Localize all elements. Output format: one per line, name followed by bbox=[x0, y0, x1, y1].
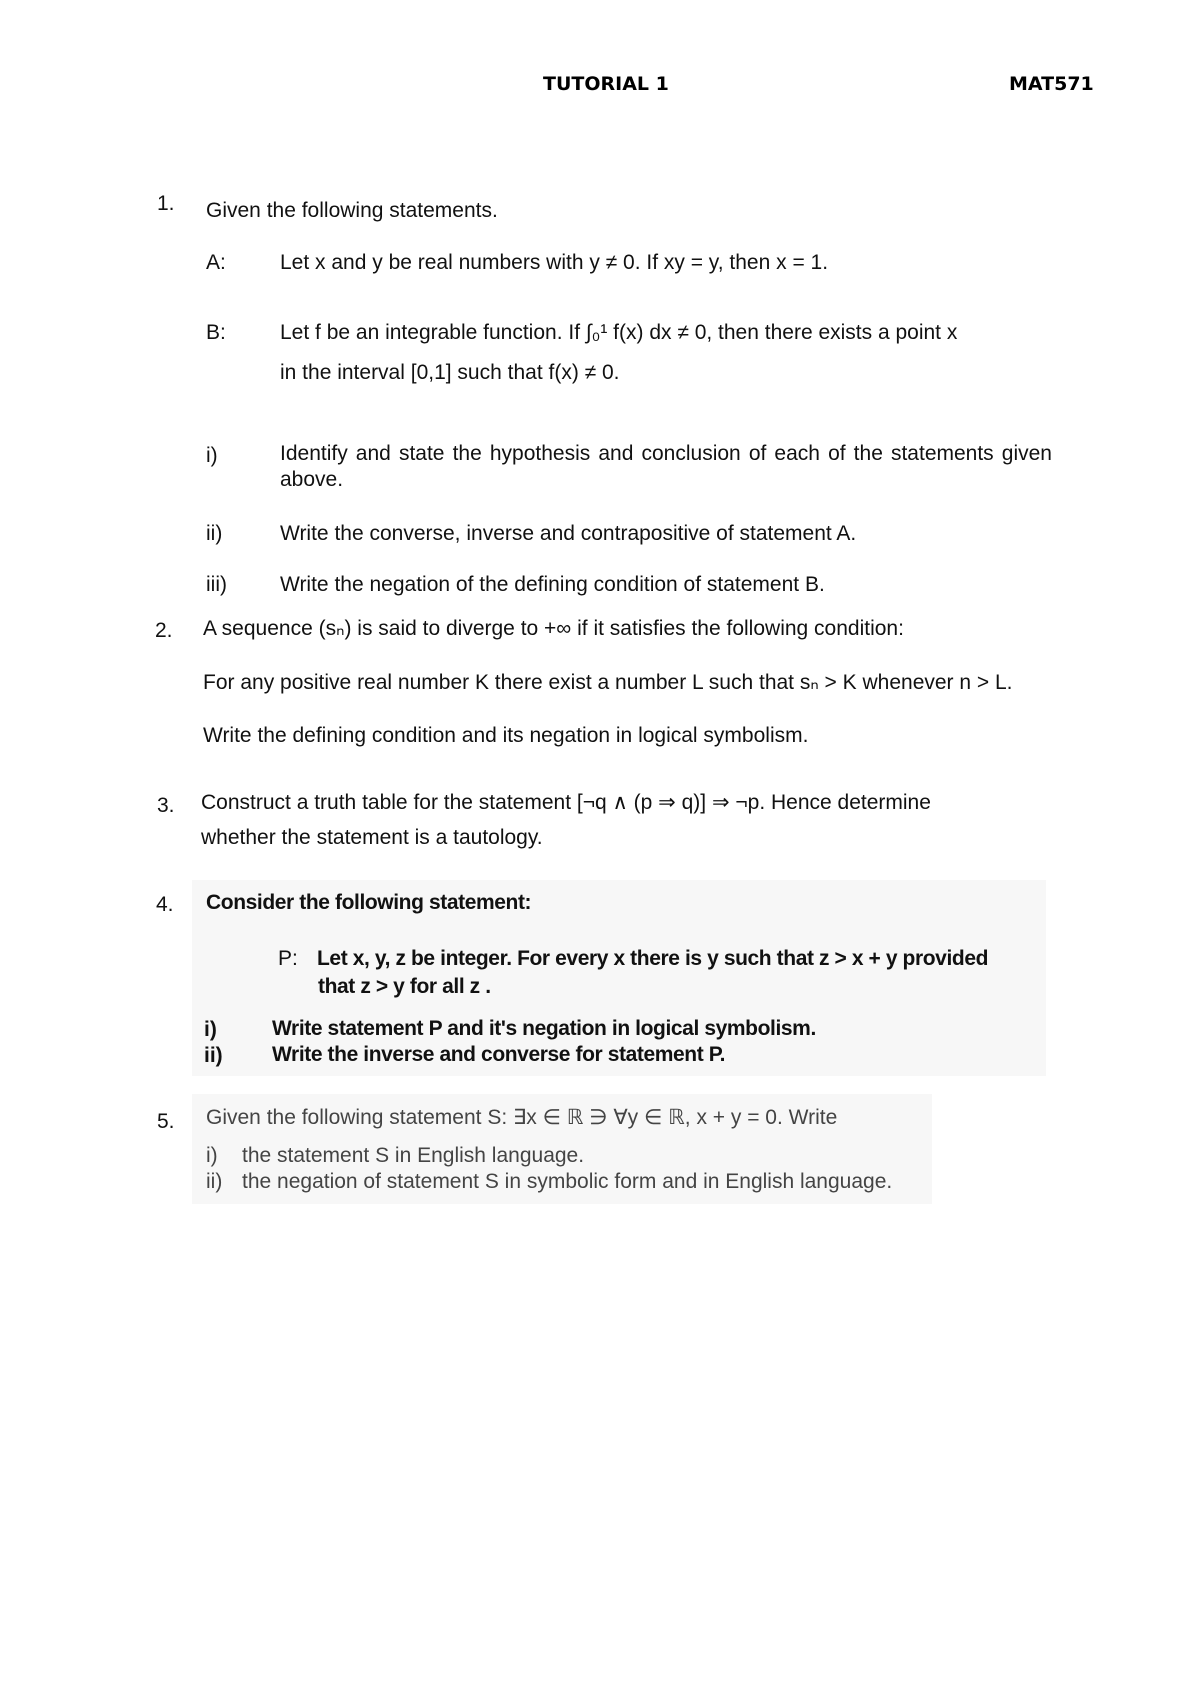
q1-part-ii-text: Write the converse, inverse and contrapositive of statement A. bbox=[280, 522, 857, 545]
q5-part-i-label: i) bbox=[206, 1144, 218, 1167]
q4-part-ii-label: ii) bbox=[204, 1044, 223, 1067]
statement-a-text: Let x and y be real numbers with y ≠ 0. If xy = y, then x = 1. bbox=[280, 251, 829, 274]
q4-part-ii-text: Write the inverse and converse for statement P. bbox=[272, 1043, 726, 1066]
question-1-number: 1. bbox=[157, 192, 175, 215]
q5-part-ii-label: ii) bbox=[206, 1170, 223, 1193]
q5-part-i-text: the statement S in English language. bbox=[242, 1144, 585, 1167]
q1-part-i-label: i) bbox=[206, 444, 218, 467]
question-4-intro: Consider the following statement: bbox=[206, 891, 532, 914]
question-2-number: 2. bbox=[155, 619, 173, 642]
statement-b-line-1: Let f be an integrable function. If ∫₀¹ f(x) dx ≠ 0, then there exists a point x bbox=[280, 321, 958, 344]
statement-p-line-1: Let x, y, z be integer. For every x there is y such that z > x + y provided bbox=[317, 947, 989, 970]
statement-a-label: A: bbox=[206, 251, 226, 274]
q1-part-i-text: Identify and state the hypothesis and conclusion of each of the statements given above. bbox=[280, 442, 1052, 491]
statement-p-line-2: that z > y for all z . bbox=[318, 975, 491, 998]
question-1-intro: Given the following statements. bbox=[206, 199, 498, 222]
question-2-line-2: For any positive real number K there exist a number L such that sₙ > K whenever n > L. bbox=[203, 671, 1013, 694]
question-2-line-3: Write the defining condition and its negation in logical symbolism. bbox=[203, 724, 809, 747]
question-3-line-2: whether the statement is a tautology. bbox=[201, 826, 543, 849]
question-4-number: 4. bbox=[156, 893, 174, 916]
q1-part-ii-label: ii) bbox=[206, 522, 223, 545]
q4-part-i-text: Write statement P and it's negation in logical symbolism. bbox=[272, 1017, 816, 1040]
question-5-number: 5. bbox=[157, 1110, 175, 1133]
q5-part-ii-text: the negation of statement S in symbolic form and in English language. bbox=[242, 1170, 893, 1193]
header-title: TUTORIAL 1 bbox=[543, 73, 669, 95]
q1-part-iii-label: iii) bbox=[206, 573, 227, 596]
statement-b-label: B: bbox=[206, 321, 226, 344]
q4-part-i-label: i) bbox=[204, 1018, 217, 1041]
question-3-number: 3. bbox=[157, 794, 175, 817]
q1-part-iii-text: Write the negation of the defining condition of statement B. bbox=[280, 573, 825, 596]
statement-p-label: P: bbox=[278, 947, 298, 970]
question-3-line-1: Construct a truth table for the statement [¬q ∧ (p ⇒ q)] ⇒ ¬p. Hence determine bbox=[201, 791, 931, 814]
question-5-intro: Given the following statement S: ∃x ∈ ℝ ∋ ∀y ∈ ℝ, x + y = 0. Write bbox=[206, 1106, 838, 1129]
question-2-line-1: A sequence (sₙ) is said to diverge to +∞ if it satisfies the following condition: bbox=[203, 617, 904, 640]
header-course-code: MAT571 bbox=[1009, 73, 1094, 95]
statement-b-line-2: in the interval [0,1] such that f(x) ≠ 0. bbox=[280, 361, 620, 384]
